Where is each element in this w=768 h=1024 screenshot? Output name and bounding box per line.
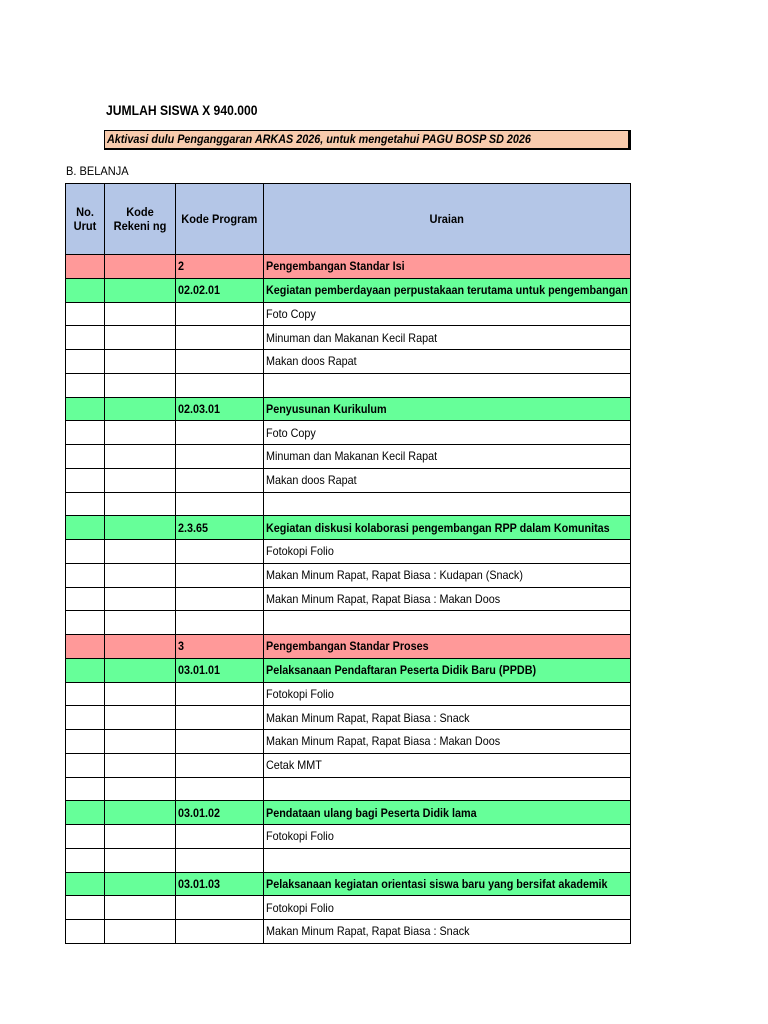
table-row <box>66 421 631 445</box>
section-label: B. BELANJA <box>66 164 129 178</box>
cell-no-urut[interactable] <box>66 492 105 516</box>
cell-kode-rekening[interactable] <box>105 682 176 706</box>
cell-uraian-text: Penyusunan Kurikulum <box>266 401 387 416</box>
cell-kode-program-text: 2.3.65 <box>178 520 209 535</box>
cell-kode-program[interactable] <box>176 445 264 469</box>
cell-kode-program[interactable] <box>176 373 264 397</box>
cell-no-urut[interactable] <box>66 587 105 611</box>
cell-no-urut[interactable] <box>66 801 105 825</box>
table-row <box>66 848 631 872</box>
table-row <box>66 563 631 587</box>
cell-no-urut[interactable] <box>66 730 105 754</box>
cell-kode-rekening[interactable] <box>105 848 176 872</box>
cell-no-urut[interactable] <box>66 445 105 469</box>
cell-uraian[interactable] <box>264 278 631 302</box>
cell-kode-program[interactable] <box>176 492 264 516</box>
cell-uraian-text: Fotokopi Folio <box>266 686 334 701</box>
cell-uraian-text: Makan Minum Rapat, Rapat Biasa : Makan Doos <box>266 591 501 606</box>
cell-no-urut[interactable] <box>66 920 105 944</box>
table-row <box>66 635 631 659</box>
cell-kode-program-text: 3 <box>178 639 185 654</box>
table-row <box>66 587 631 611</box>
notice-text: Aktivasi dulu Penganggaran ARKAS 2026, untuk mengetahui PAGU BOSP SD 2026 <box>107 132 531 146</box>
cell-kode-program[interactable] <box>176 302 264 326</box>
cell-uraian-text: Minuman dan Makanan Kecil Rapat <box>266 449 438 464</box>
table-row <box>66 920 631 944</box>
cell-no-urut[interactable] <box>66 278 105 302</box>
cell-no-urut[interactable] <box>66 540 105 564</box>
cell-kode-rekening[interactable] <box>105 658 176 682</box>
cell-kode-program[interactable] <box>176 682 264 706</box>
cell-uraian[interactable] <box>264 540 631 564</box>
notice-banner <box>104 130 631 150</box>
cell-uraian[interactable] <box>264 397 631 421</box>
cell-uraian-text: Pengembangan Standar Isi <box>266 259 405 274</box>
table-row <box>66 896 631 920</box>
cell-uraian[interactable] <box>264 920 631 944</box>
cell-kode-rekening[interactable] <box>105 563 176 587</box>
cell-uraian[interactable] <box>264 658 631 682</box>
cell-kode-program-text: 03.01.02 <box>178 805 221 820</box>
table-body <box>66 255 631 944</box>
table-row <box>66 326 631 350</box>
cell-kode-program[interactable] <box>176 468 264 492</box>
cell-kode-rekening[interactable] <box>105 255 176 279</box>
cell-no-urut[interactable] <box>66 468 105 492</box>
cell-kode-program[interactable] <box>176 516 264 540</box>
cell-uraian[interactable] <box>264 611 631 635</box>
header-kode-program: Kode Program <box>176 184 264 255</box>
cell-uraian-text: Cetak MMT <box>266 758 322 773</box>
table-row <box>66 373 631 397</box>
cell-kode-rekening[interactable] <box>105 730 176 754</box>
cell-no-urut[interactable] <box>66 753 105 777</box>
cell-kode-rekening[interactable] <box>105 801 176 825</box>
table-row <box>66 730 631 754</box>
cell-kode-program[interactable] <box>176 706 264 730</box>
cell-uraian[interactable] <box>264 350 631 374</box>
header-no-urut: No. Urut <box>66 184 105 255</box>
cell-kode-program[interactable] <box>176 920 264 944</box>
cell-uraian[interactable] <box>264 706 631 730</box>
cell-kode-rekening[interactable] <box>105 920 176 944</box>
cell-uraian-text: Fotokopi Folio <box>266 829 334 844</box>
cell-kode-program-text: 03.01.03 <box>178 876 221 891</box>
cell-uraian-text: Fotokopi Folio <box>266 544 334 559</box>
table-row <box>66 658 631 682</box>
cell-kode-program-text: 2 <box>178 259 185 274</box>
cell-uraian[interactable] <box>264 730 631 754</box>
cell-uraian-text: Minuman dan Makanan Kecil Rapat <box>266 330 438 345</box>
cell-uraian-text: Kegiatan diskusi kolaborasi pengembangan RPP dalam Komunitas <box>266 520 610 535</box>
cell-kode-rekening[interactable] <box>105 326 176 350</box>
cell-no-urut[interactable] <box>66 825 105 849</box>
cell-uraian[interactable] <box>264 445 631 469</box>
cell-kode-rekening[interactable] <box>105 611 176 635</box>
cell-no-urut[interactable] <box>66 611 105 635</box>
cell-uraian[interactable] <box>264 373 631 397</box>
table-row <box>66 492 631 516</box>
page-title: JUMLAH SISWA X 940.000 <box>106 103 258 118</box>
cell-kode-program[interactable] <box>176 611 264 635</box>
cell-no-urut[interactable] <box>66 635 105 659</box>
cell-no-urut[interactable] <box>66 706 105 730</box>
cell-kode-program[interactable] <box>176 421 264 445</box>
cell-kode-program[interactable] <box>176 753 264 777</box>
cell-uraian[interactable] <box>264 896 631 920</box>
cell-kode-rekening[interactable] <box>105 278 176 302</box>
cell-uraian-text: Foto Copy <box>266 425 316 440</box>
cell-no-urut[interactable] <box>66 872 105 896</box>
cell-no-urut[interactable] <box>66 350 105 374</box>
table-row <box>66 468 631 492</box>
cell-kode-program[interactable] <box>176 563 264 587</box>
cell-uraian[interactable] <box>264 302 631 326</box>
table-row <box>66 302 631 326</box>
cell-uraian-text: Makan doos Rapat <box>266 354 357 369</box>
cell-kode-rekening[interactable] <box>105 896 176 920</box>
header-kode-rekening: Kode Rekeni ng <box>105 184 176 255</box>
cell-kode-program[interactable] <box>176 635 264 659</box>
cell-no-urut[interactable] <box>66 302 105 326</box>
cell-kode-program[interactable] <box>176 872 264 896</box>
cell-kode-program[interactable] <box>176 587 264 611</box>
cell-kode-rekening[interactable] <box>105 753 176 777</box>
cell-kode-rekening[interactable] <box>105 373 176 397</box>
table-row <box>66 540 631 564</box>
cell-uraian[interactable] <box>264 326 631 350</box>
cell-uraian[interactable] <box>264 516 631 540</box>
cell-kode-rekening[interactable] <box>105 777 176 801</box>
cell-uraian[interactable] <box>264 825 631 849</box>
cell-uraian[interactable] <box>264 848 631 872</box>
cell-kode-rekening[interactable] <box>105 445 176 469</box>
cell-no-urut[interactable] <box>66 563 105 587</box>
cell-uraian[interactable] <box>264 587 631 611</box>
cell-uraian-text: Foto Copy <box>266 306 316 321</box>
cell-uraian[interactable] <box>264 682 631 706</box>
cell-no-urut[interactable] <box>66 255 105 279</box>
table-row <box>66 397 631 421</box>
table-row <box>66 516 631 540</box>
table-row <box>66 255 631 279</box>
table-row <box>66 682 631 706</box>
cell-uraian-text: Fotokopi Folio <box>266 900 334 915</box>
cell-uraian[interactable] <box>264 492 631 516</box>
cell-uraian[interactable] <box>264 255 631 279</box>
cell-uraian[interactable] <box>264 635 631 659</box>
cell-kode-program[interactable] <box>176 801 264 825</box>
table-row <box>66 825 631 849</box>
cell-no-urut[interactable] <box>66 896 105 920</box>
cell-no-urut[interactable] <box>66 421 105 445</box>
cell-kode-program[interactable] <box>176 278 264 302</box>
cell-kode-rekening[interactable] <box>105 302 176 326</box>
cell-uraian-text: Makan doos Rapat <box>266 473 357 488</box>
cell-kode-program[interactable] <box>176 730 264 754</box>
table-row <box>66 872 631 896</box>
cell-kode-rekening[interactable] <box>105 706 176 730</box>
cell-uraian[interactable] <box>264 421 631 445</box>
cell-no-urut[interactable] <box>66 682 105 706</box>
cell-uraian[interactable] <box>264 777 631 801</box>
cell-kode-program[interactable] <box>176 397 264 421</box>
header-uraian: Uraian <box>264 184 631 255</box>
cell-uraian[interactable] <box>264 753 631 777</box>
cell-kode-program[interactable] <box>176 658 264 682</box>
cell-kode-rekening[interactable] <box>105 635 176 659</box>
cell-no-urut[interactable] <box>66 658 105 682</box>
cell-no-urut[interactable] <box>66 373 105 397</box>
cell-no-urut[interactable] <box>66 326 105 350</box>
table-row <box>66 611 631 635</box>
table-header-row <box>66 184 631 255</box>
cell-kode-program-text: 03.01.01 <box>178 663 221 678</box>
cell-no-urut[interactable] <box>66 516 105 540</box>
cell-no-urut[interactable] <box>66 397 105 421</box>
cell-kode-rekening[interactable] <box>105 421 176 445</box>
cell-uraian-text: Pengembangan Standar Proses <box>266 639 429 654</box>
table-row <box>66 753 631 777</box>
table-row <box>66 445 631 469</box>
table-row <box>66 350 631 374</box>
cell-kode-program[interactable] <box>176 540 264 564</box>
cell-uraian[interactable] <box>264 872 631 896</box>
table-row <box>66 801 631 825</box>
cell-kode-program[interactable] <box>176 350 264 374</box>
cell-kode-program[interactable] <box>176 326 264 350</box>
cell-kode-program[interactable] <box>176 255 264 279</box>
cell-kode-rekening[interactable] <box>105 492 176 516</box>
cell-uraian-text: Makan Minum Rapat, Rapat Biasa : Makan Doos <box>266 734 501 749</box>
cell-no-urut[interactable] <box>66 777 105 801</box>
cell-kode-program[interactable] <box>176 896 264 920</box>
cell-uraian-text: Makan Minum Rapat, Rapat Biasa : Kudapan (Snack) <box>266 568 523 583</box>
cell-uraian-text: Pelaksanaan kegiatan orientasi siswa baru yang bersifat akademik <box>266 876 608 891</box>
cell-uraian-text: Makan Minum Rapat, Rapat Biasa : Snack <box>266 710 470 725</box>
cell-kode-program[interactable] <box>176 777 264 801</box>
cell-kode-program-text: 02.02.01 <box>178 283 221 298</box>
cell-uraian-text: Kegiatan pemberdayaan perpustakaan terutama untuk pengembangan <box>266 283 628 298</box>
cell-uraian[interactable] <box>264 563 631 587</box>
cell-uraian[interactable] <box>264 801 631 825</box>
cell-kode-rekening[interactable] <box>105 468 176 492</box>
cell-kode-rekening[interactable] <box>105 825 176 849</box>
cell-uraian-text: Pelaksanaan Pendaftaran Peserta Didik Baru (PPDB) <box>266 663 537 678</box>
cell-kode-rekening[interactable] <box>105 872 176 896</box>
cell-kode-program[interactable] <box>176 848 264 872</box>
cell-kode-program[interactable] <box>176 825 264 849</box>
cell-kode-rekening[interactable] <box>105 587 176 611</box>
cell-uraian-text: Makan Minum Rapat, Rapat Biasa : Snack <box>266 924 470 939</box>
cell-kode-rekening[interactable] <box>105 397 176 421</box>
cell-uraian[interactable] <box>264 468 631 492</box>
cell-kode-rekening[interactable] <box>105 350 176 374</box>
table-row <box>66 706 631 730</box>
table-row <box>66 278 631 302</box>
cell-kode-program-text: 02.03.01 <box>178 401 221 416</box>
budget-table <box>65 183 631 944</box>
cell-kode-rekening[interactable] <box>105 540 176 564</box>
table-row <box>66 777 631 801</box>
cell-no-urut[interactable] <box>66 848 105 872</box>
cell-kode-rekening[interactable] <box>105 516 176 540</box>
cell-uraian-text: Pendataan ulang bagi Peserta Didik lama <box>266 805 477 820</box>
